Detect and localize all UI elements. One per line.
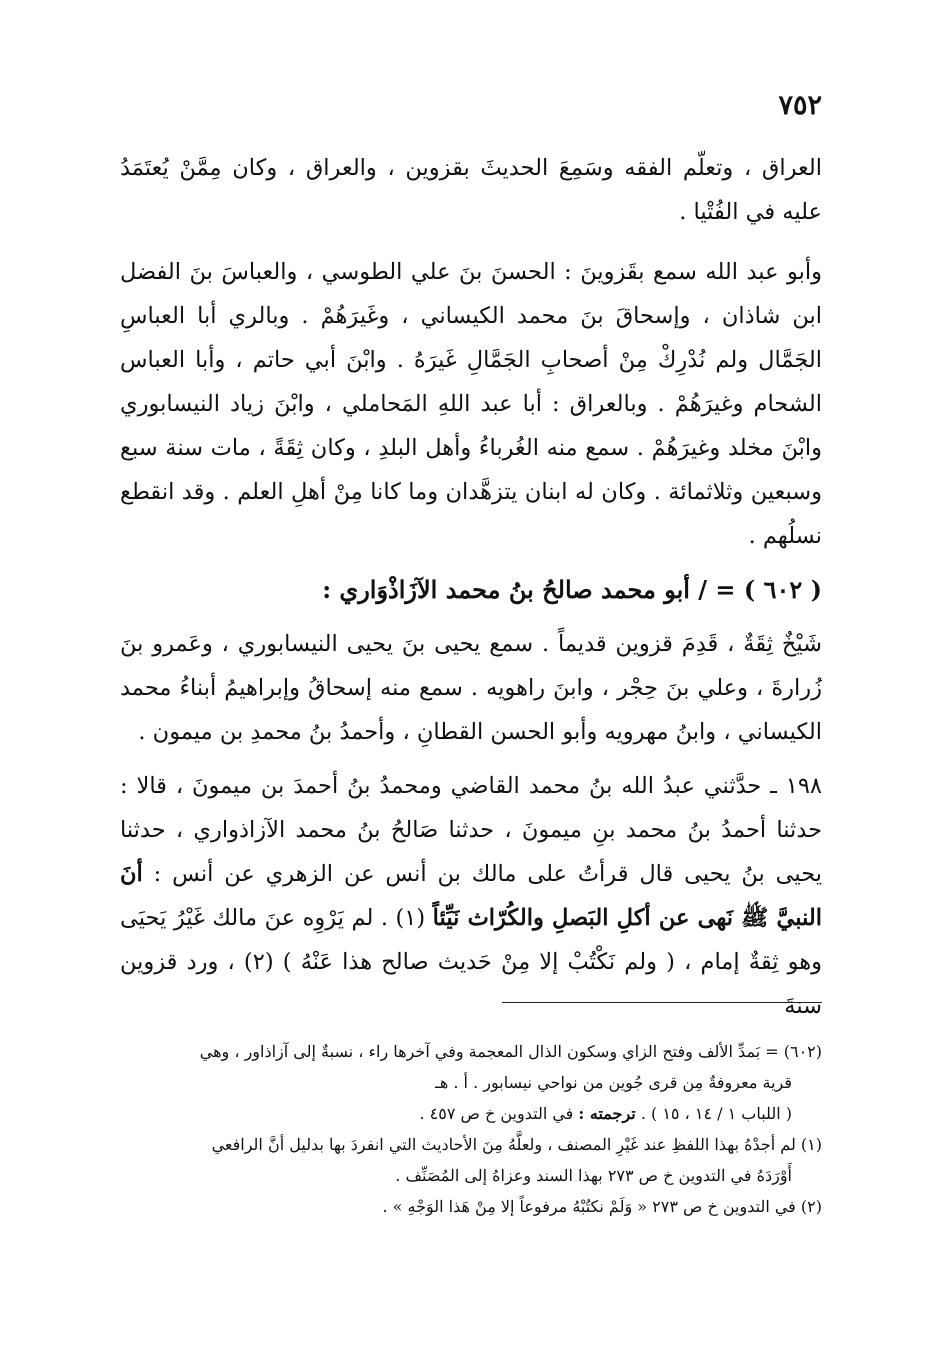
footnotes [114,1036,822,1222]
footnote-602-source: ( اللباب ١ / ١٤ ، ١٥ ) . [635,1104,792,1123]
footnote-2: (٢) في التدوين خ ص ٢٧٣ « وَلَمْ نكتُبْهُ مرفوعاً إلا مِنْ هَذا الوَجْهِ » . [382,1197,822,1216]
hadith-chain: ١٩٨ ـ حدَّثني عبدُ الله بنُ محمد القاضي ومحمدُ بنُ أحمدَ بن ميمونَ ، قالا : حدثنا أحمدُ بنُ محمد بنِ ميمونَ ، حدثنا صَالحُ بنُ محمد الآزاذواري ، حدثنا يحيى بنُ يحيى قال قرأتُ على مالك بن أنس عن الزهري عن أنس : [120,773,822,887]
footnote-602-label: ترجمته : [578,1104,636,1123]
paragraph-4 [120,764,822,1028]
paragraph-3: شَيْخٌ ثِقَةٌ ، قَدِمَ قزوين قديماً . سمع يحيى بنَ يحيى النيسابوري ، وعَمرو بنَ زُرارةَ ، وعلي بنَ حِجْر ، وابنَ راهويه . سمع منه إسحاقُ وإبراهيمُ أبناءُ محمد الكيساني ، وابنُ مهرويه وأبو الحسن القطانِ ، وأحمدُ بنُ محمدِ بن ميمون . [120,631,822,745]
footnote-602: (٦٠٢) = بَمدِّ الألف وفتح الزاي وسكون الذال المعجمة وفي آخرها راء ، نسبةٌ إلى آزاذاور ، وهي [199,1042,822,1061]
main-text [120,146,822,1028]
hadith-text: أنَ النبيَّ ﷺ نَهى عن أكلِ البَصلِ والكُرّاث نَيِّئاً [120,861,822,931]
footnote-602-continued: قرية معروفةٌ مِن قرى جُوين من نواحي نيسابور . أ . هـ [435,1073,792,1092]
paragraph-2: وأبو عبد الله سمع بقَزوينَ : الحسنَ بنَ علي الطوسي ، والعباسَ بنَ الفضل ابن شاذان ، وإسحاقَ بنَ محمد الكيساني ، وغَيرَهُمْ . وبالري أبا العباسِ الجَمَّال ولم نُدْرِكْ مِنْ أصحابِ الجَمَّالِ غَيرَهُ . وابْنَ أبي حاتم ، وأبا العباس الشحام وغيرَهُمْ . وبالعراق : أبا عبد اللهِ المَحاملي ، وابْنَ زياد النيسابوري وابْنَ مخلد وغيرَهُمْ . سمع منه الغُرباءُ وأهل البلدِ ، وكان ثِقَةً ، مات سنة سبع وسبعين وثلاثمائة . وكان له ابنان يتزهَّدان وما كانا مِنْ أهلِ العلم . وقد انقطع نسلُهم . [120,259,822,549]
page-number: ٧٥٢ [778,90,822,121]
footnote-602-location: في التدوين خ ص ٤٥٧ . [419,1104,579,1123]
footnote-602-reference [114,1098,822,1129]
hadith-commentary: (١) . لم يَرْوِه عنَ مالك غَيْرُ يَحيَى وهو ثِقةٌ إمام ، ( ولم نَكْتُبْ إلا مِنْ حَديث صالح هذا عَنْهُ ) (٢) ، ورد قزوين سنةَ [120,905,822,1019]
footnote-1-continued: أَوْرَدَهُ في التدوين خ ص ٢٧٣ بهذا السند وعزاهُ إلى المُصَنِّف . [395,1166,792,1185]
footnote-divider [502,1002,822,1003]
footnote-1: (١) لم أجدْهُ بهذا اللفظِ عند غَيْرِ المصنف ، ولعلَّهُ مِنَ الأحاديث التي انفردَ بها بدليل أنَّ الرافعي [211,1135,822,1154]
paragraph-1: العراق ، وتعلّم الفقه وسَمِعَ الحديثَ بقزوين ، والعراق ، وكان مِمَّنْ يُعتَمَدُ عليه في الفُتْيا . [120,155,822,225]
entry-heading: ( ٦٠٢ ) = / أبو محمد صالحُ بنُ محمد الآزَاذْوَاري : [322,575,822,604]
